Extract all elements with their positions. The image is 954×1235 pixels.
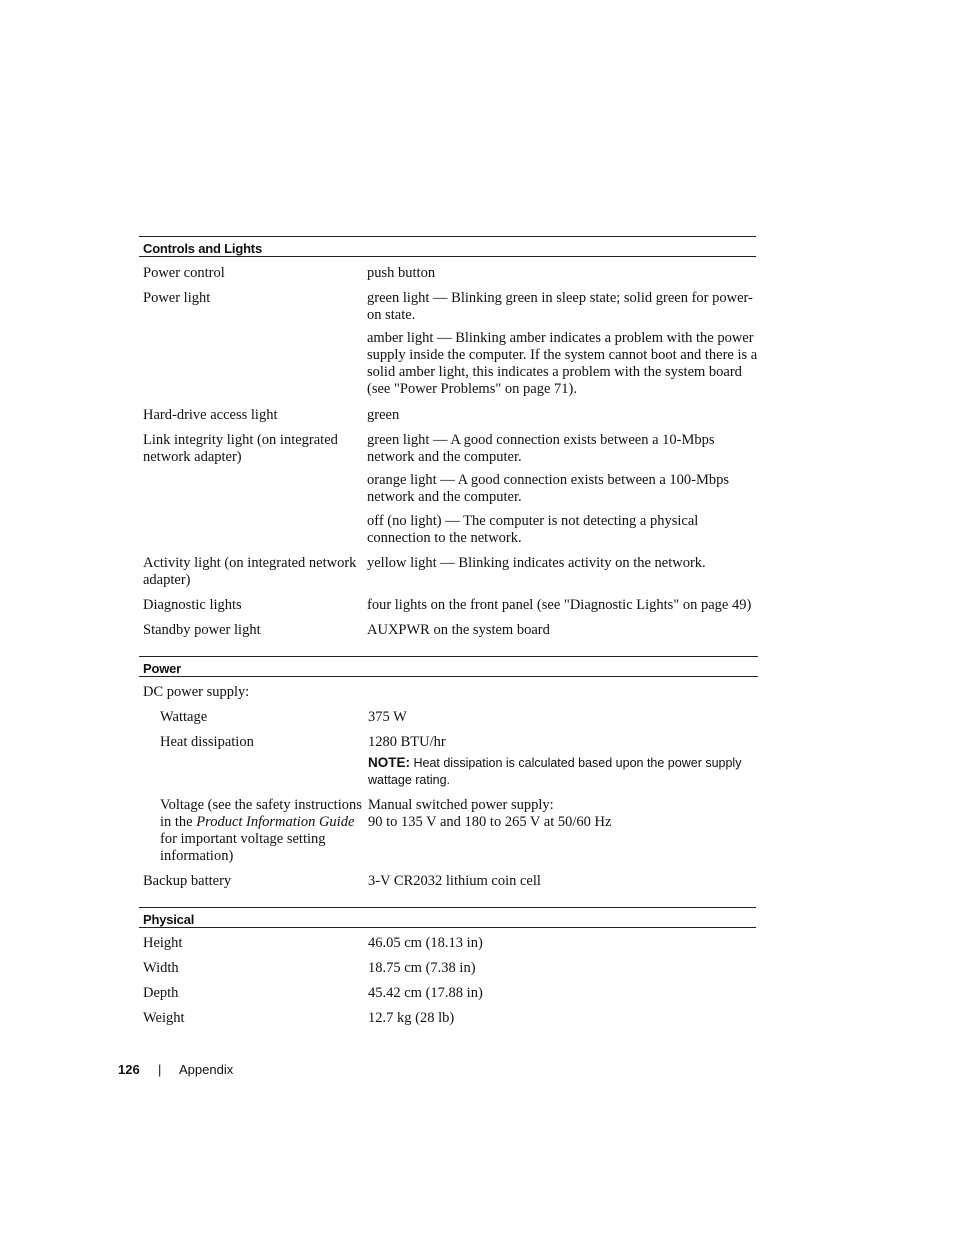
row-label: Wattage — [160, 709, 208, 725]
voltage-label-post: for important voltage setting information) — [160, 831, 326, 864]
power-section — [139, 656, 758, 889]
row-value: 3-V CR2032 lithium coin cell — [368, 873, 541, 889]
row-value: yellow light — Blinking indicates activity on the network. — [367, 555, 706, 571]
row-value: amber light — Blinking amber indicates a problem with the power supply inside the computer. If the system cannot boot and there is a solid amber light, this indicates a problem with the system board (see "Power Problems" on page 71). — [367, 330, 758, 397]
row-value: off (no light) — The computer is not detecting a physical connection to the network. — [367, 513, 699, 546]
footer-section-title: Appendix — [179, 1062, 234, 1077]
row-value: AUXPWR on the system board — [367, 622, 550, 638]
row-label: Power control — [143, 265, 225, 281]
row-value: 1280 BTU/hr — [368, 734, 446, 750]
voltage-label-italic: Product Information Guide — [196, 814, 355, 830]
row-value: orange light — A good connection exists between a 100-Mbps network and the computer. — [367, 472, 730, 505]
row-value: green light — A good connection exists between a 10-Mbps network and the computer. — [367, 432, 715, 465]
row-label: Standby power light — [143, 622, 261, 638]
row-label: Width — [143, 960, 179, 976]
voltage-value-line2: 90 to 135 V and 180 to 265 V at 50/60 Hz — [368, 814, 612, 830]
row-label: Backup battery — [143, 873, 232, 889]
row-value: 375 W — [368, 709, 407, 725]
row-value: green — [367, 407, 400, 423]
physical-section — [139, 907, 756, 1026]
row-label: Diagnostic lights — [143, 597, 242, 613]
footer-separator: | — [158, 1062, 162, 1077]
row-value: 46.05 cm (18.13 in) — [368, 935, 483, 951]
voltage-value-line1: Manual switched power supply: — [368, 797, 554, 813]
row-label: Weight — [143, 1010, 185, 1026]
row-label: Link integrity light (on integrated network adapter) — [143, 432, 338, 465]
row-label: Depth — [143, 985, 179, 1001]
row-label: Activity light (on integrated network adapter) — [143, 555, 357, 588]
row-value: four lights on the front panel (see "Diagnostic Lights" on page 49) — [367, 597, 752, 613]
note — [368, 754, 753, 789]
section-heading-power: Power — [139, 657, 758, 677]
row-value: 12.7 kg (28 lb) — [368, 1010, 455, 1026]
row-value: green light — Blinking green in sleep state; solid green for power-on state. — [367, 290, 753, 323]
section-heading-controls: Controls and Lights — [139, 237, 756, 257]
row-label: DC power supply: — [143, 684, 250, 700]
row-label: Hard-drive access light — [143, 407, 278, 423]
row-label: Heat dissipation — [160, 734, 254, 750]
note-text: Heat dissipation is calculated based upon the power supply wattage rating. — [368, 756, 742, 787]
row-value — [368, 797, 760, 831]
row-label — [160, 797, 365, 865]
row-label: Height — [143, 935, 183, 951]
note-label: NOTE: — [368, 755, 410, 770]
controls-section — [139, 236, 758, 638]
row-value: 45.42 cm (17.88 in) — [368, 985, 483, 1001]
page-number: 126 — [118, 1062, 140, 1077]
row-value: 18.75 cm (7.38 in) — [368, 960, 476, 976]
voltage-label-pre: Voltage (see the safety instructions in the — [160, 797, 362, 830]
row-label: Power light — [143, 290, 211, 306]
section-heading-physical: Physical — [139, 908, 756, 928]
row-value: push button — [367, 265, 436, 281]
